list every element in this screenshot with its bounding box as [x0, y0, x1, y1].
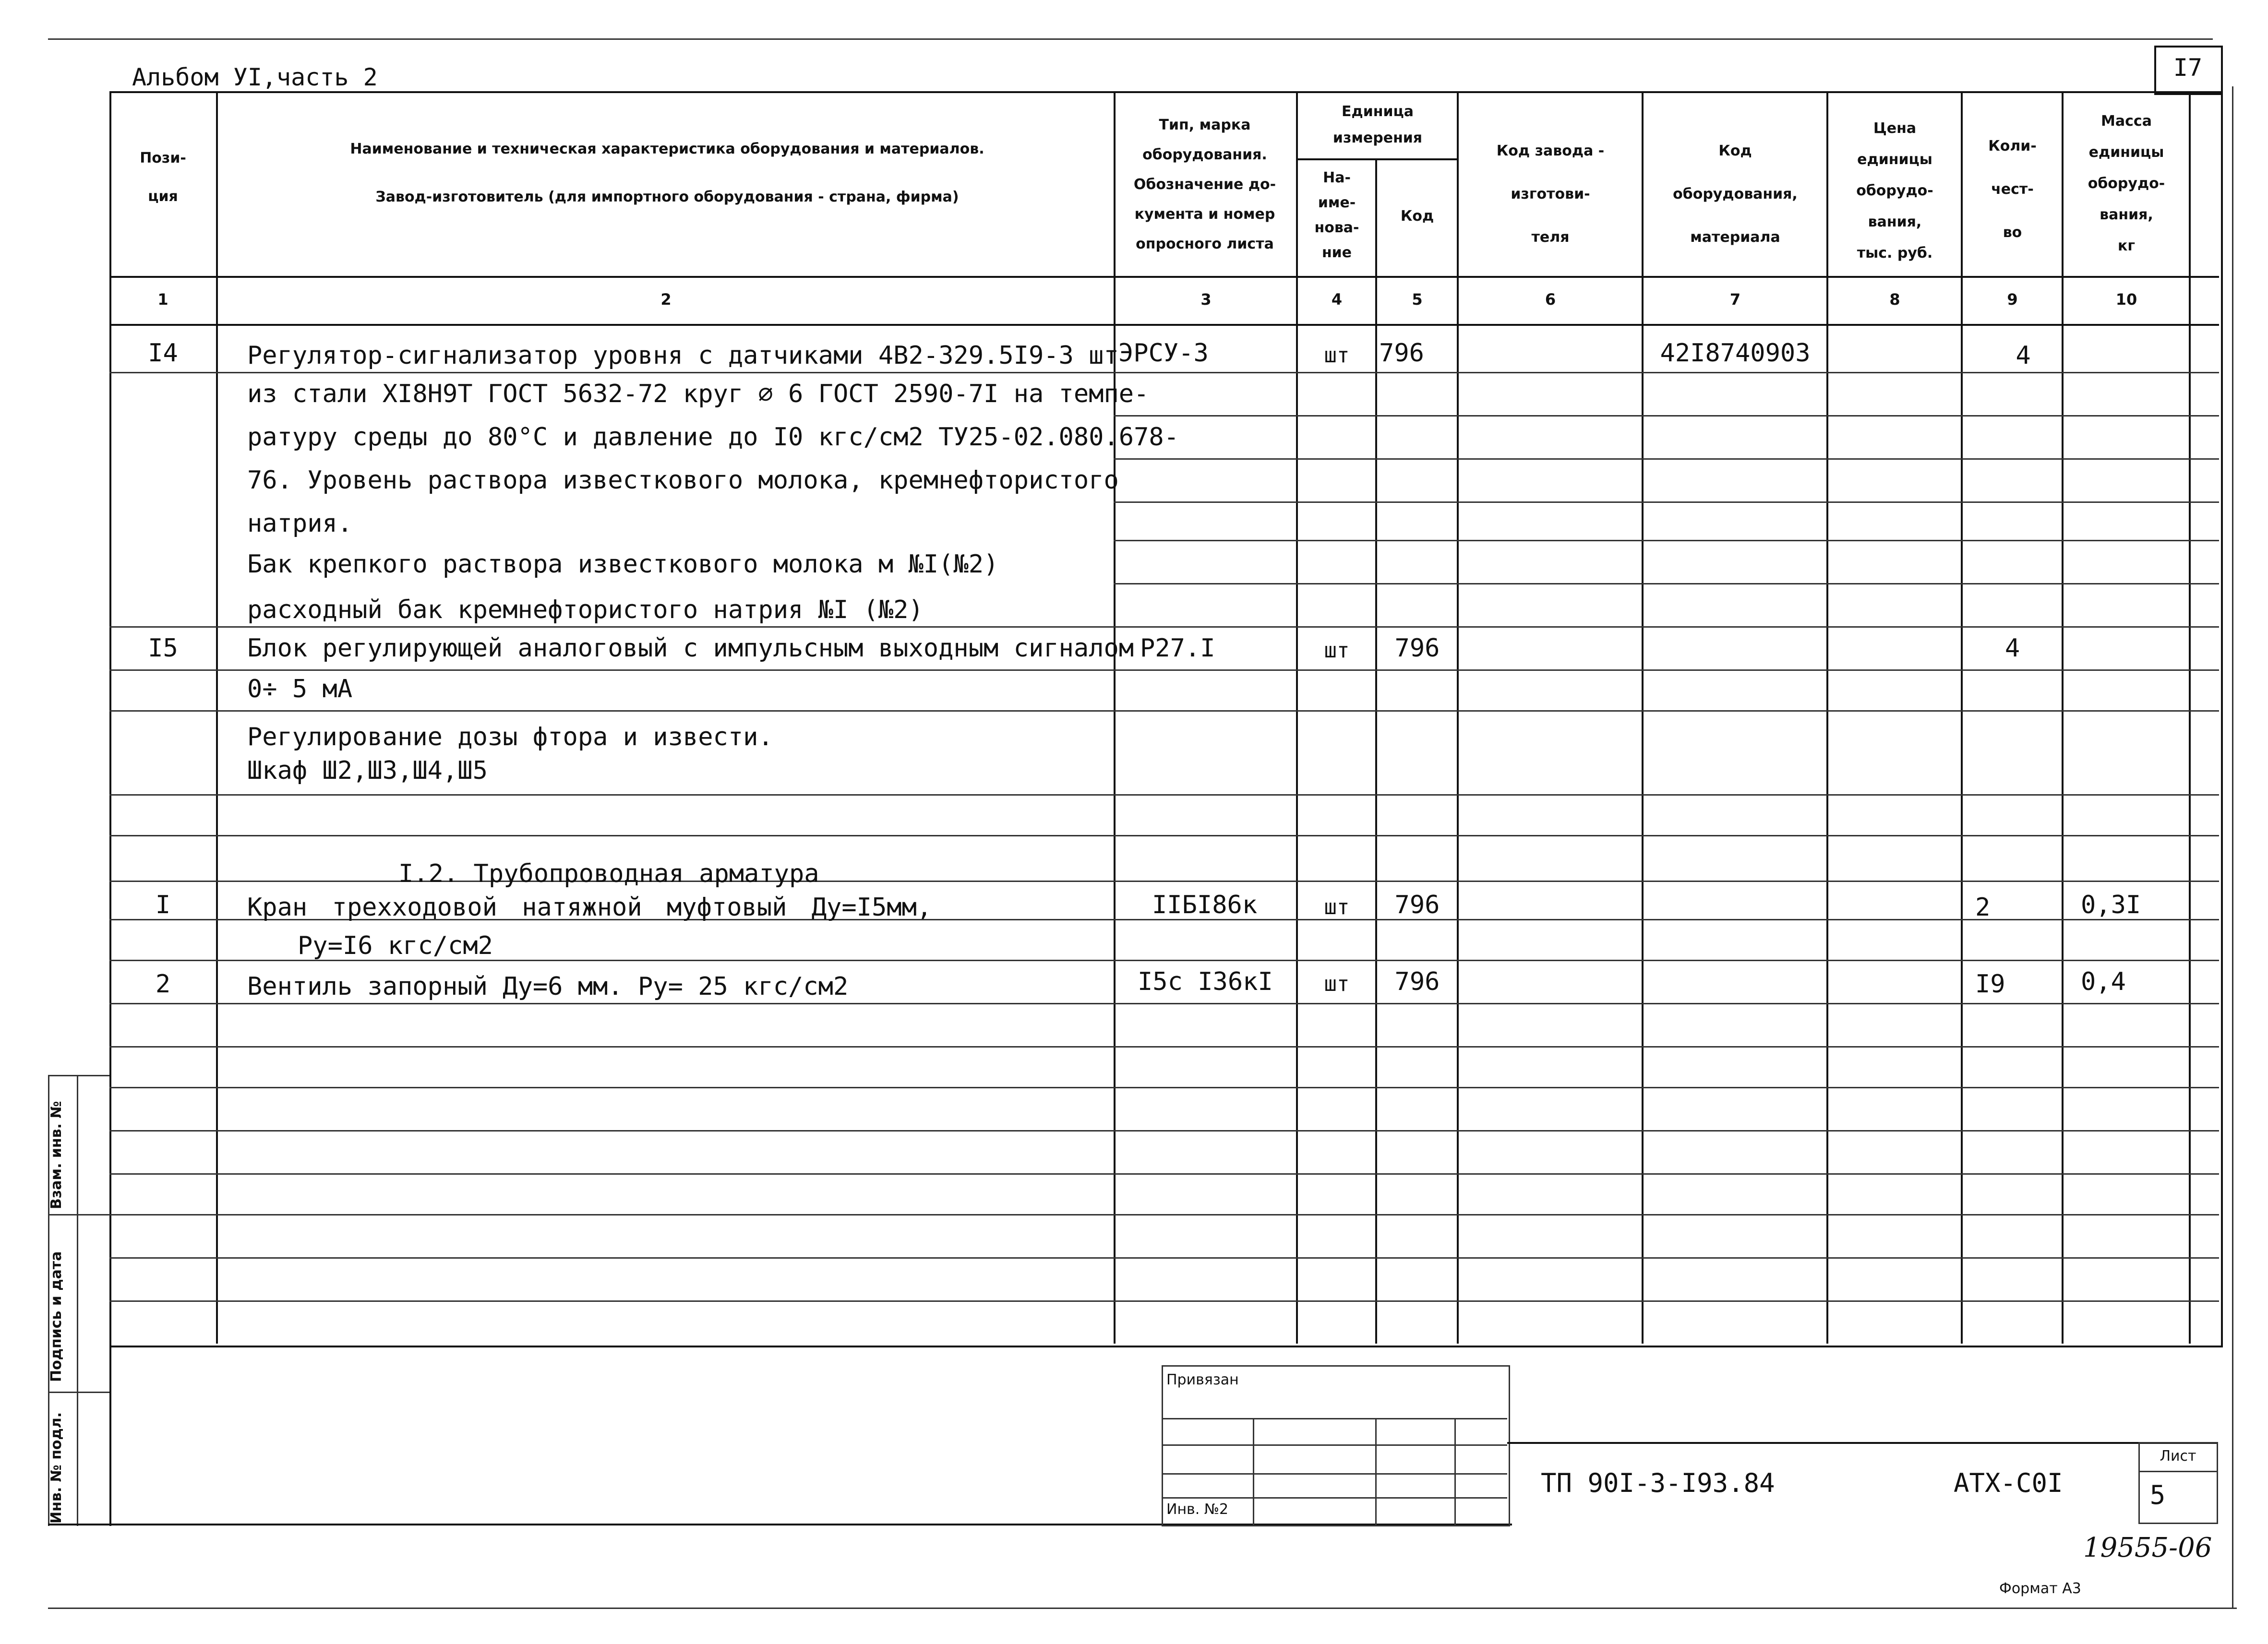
table-row-pos: 2 [155, 970, 171, 999]
table-row-text: ратуру среды до 80°С и давление до I0 кгс/см2 ТУ25-02.080.678- [247, 423, 1179, 452]
table-row-text: Кран трехходовой натяжной муфтовый Ду=I5мм, [247, 893, 932, 922]
album-title: Альбом УI,часть 2 [132, 63, 378, 91]
table-row-text: Ру=I6 кгс/см2 [298, 931, 493, 960]
header-mass: Масса единицы оборудо- вания, кг [2088, 113, 2165, 254]
header-unit-name: На- име- нова- ние [1314, 169, 1359, 261]
header-type: Тип, марка оборудования. Обозначение до- кумента и номер опросного листа [1133, 117, 1276, 252]
header-equipment-code: Код оборудования, материала [1673, 143, 1798, 246]
sheet-number: 5 [2149, 1480, 2166, 1510]
table-row-pos: I5 [148, 634, 178, 663]
header-unit-group: Единица измерения [1332, 103, 1423, 146]
table-row-code: 796 [1394, 891, 1440, 919]
table-row-pos: I [155, 891, 171, 919]
table-row-qty: 4 [2004, 634, 2020, 663]
table-row-unit: шт [1324, 972, 1350, 996]
table-row-text: Бак крепкого раствора известкового молока м №I(№2) [247, 550, 999, 579]
table-row-text: Регулятор-сигнализатор уровня с датчиками 4В2-329.5I9-3 шт [247, 341, 1119, 370]
table-row-text: Вентиль запорный Ду=6 мм. Ру= 25 кгс/см2 [247, 972, 849, 1001]
table-row-text: Шкаф Ш2,Ш3,Ш4,Ш5 [247, 756, 488, 785]
table-row-pos: I4 [148, 339, 178, 368]
paper-format: Формат А3 [1999, 1580, 2081, 1597]
handwritten-number: 19555-06 [2083, 1532, 2212, 1563]
table-row-text: натрия. [247, 509, 353, 538]
table-row-text: 0÷ 5 мА [247, 675, 353, 703]
side-label-replacement-inv: Взам. инв. № [48, 1101, 65, 1209]
table-row-unit: шт [1324, 895, 1350, 919]
top-border-line [48, 38, 2213, 40]
sheet-label: Лист [2160, 1448, 2196, 1465]
section-heading: I.2. Трубопроводная арматура [398, 859, 819, 888]
header-factory-code: Код завода - изготови- теля [1496, 143, 1605, 246]
bound-label: Привязан [1166, 1371, 1239, 1388]
table-row-qty: 4 [2016, 341, 2031, 370]
side-label-signature-date: Подпись и дата [48, 1251, 65, 1382]
right-border-line [2232, 86, 2233, 1608]
bottom-border-line [48, 1608, 2237, 1609]
document-mark: АТХ-С0I [1954, 1468, 2063, 1498]
table-row-type: IIБI86к [1152, 891, 1258, 919]
table-row-type: ЭРСУ-3 [1118, 339, 1209, 368]
header-unit-code: Код [1400, 208, 1434, 225]
side-label-original-inv: Инв. № подл. [48, 1412, 65, 1524]
table-row-type: I5с I36кI [1138, 967, 1273, 996]
table-row-code: 796 [1394, 967, 1440, 996]
table-row-qty: I9 [1975, 970, 2005, 999]
table-row-type: Р27.I [1140, 634, 1215, 663]
page-number: I7 [2173, 54, 2203, 82]
table-row-code: 796 [1379, 339, 1424, 368]
table-row-text: 76. Уровень раствора известкового молока, кремнефтористого [247, 466, 1119, 495]
table-row-unit: шт [1324, 343, 1350, 368]
table-row-eq-code: 42I8740903 [1660, 339, 1811, 368]
header-position: Пози- ция [140, 150, 186, 205]
table-row-text: расходный бак кремнефтористого натрия №I (№2) [247, 596, 924, 624]
table-row-qty: 2 [1975, 893, 1991, 922]
table-row-mass: 0,4 [2081, 967, 2126, 996]
table-row-unit: шт [1324, 638, 1350, 663]
inventory-label: Инв. №2 [1166, 1501, 1229, 1518]
main-table [109, 91, 2223, 1347]
header-name-line1: Наименование и техническая характеристика оборудования и материалов. [350, 141, 984, 157]
table-row-text: Регулирование дозы фтора и извести. [247, 723, 773, 751]
document-code: ТП 90I-3-I93.84 [1541, 1468, 1775, 1498]
header-name-line2: Завод-изготовитель (для импортного оборудования - страна, фирма) [375, 189, 959, 205]
table-row-mass: 0,3I [2081, 891, 2141, 919]
header-quantity: Коли- чест- во [1988, 138, 2037, 241]
table-row-text: из стали XI8H9T ГОСТ 5632-72 круг ∅ 6 ГОСТ 2590-7I на темпе- [247, 380, 1149, 408]
table-row-text: Блок регулирующей аналоговый с импульсным выходным сигналом [247, 634, 1134, 663]
header-price: Цена единицы оборудо- вания, тыс. руб. [1856, 120, 1933, 262]
table-row-code: 796 [1394, 634, 1440, 663]
